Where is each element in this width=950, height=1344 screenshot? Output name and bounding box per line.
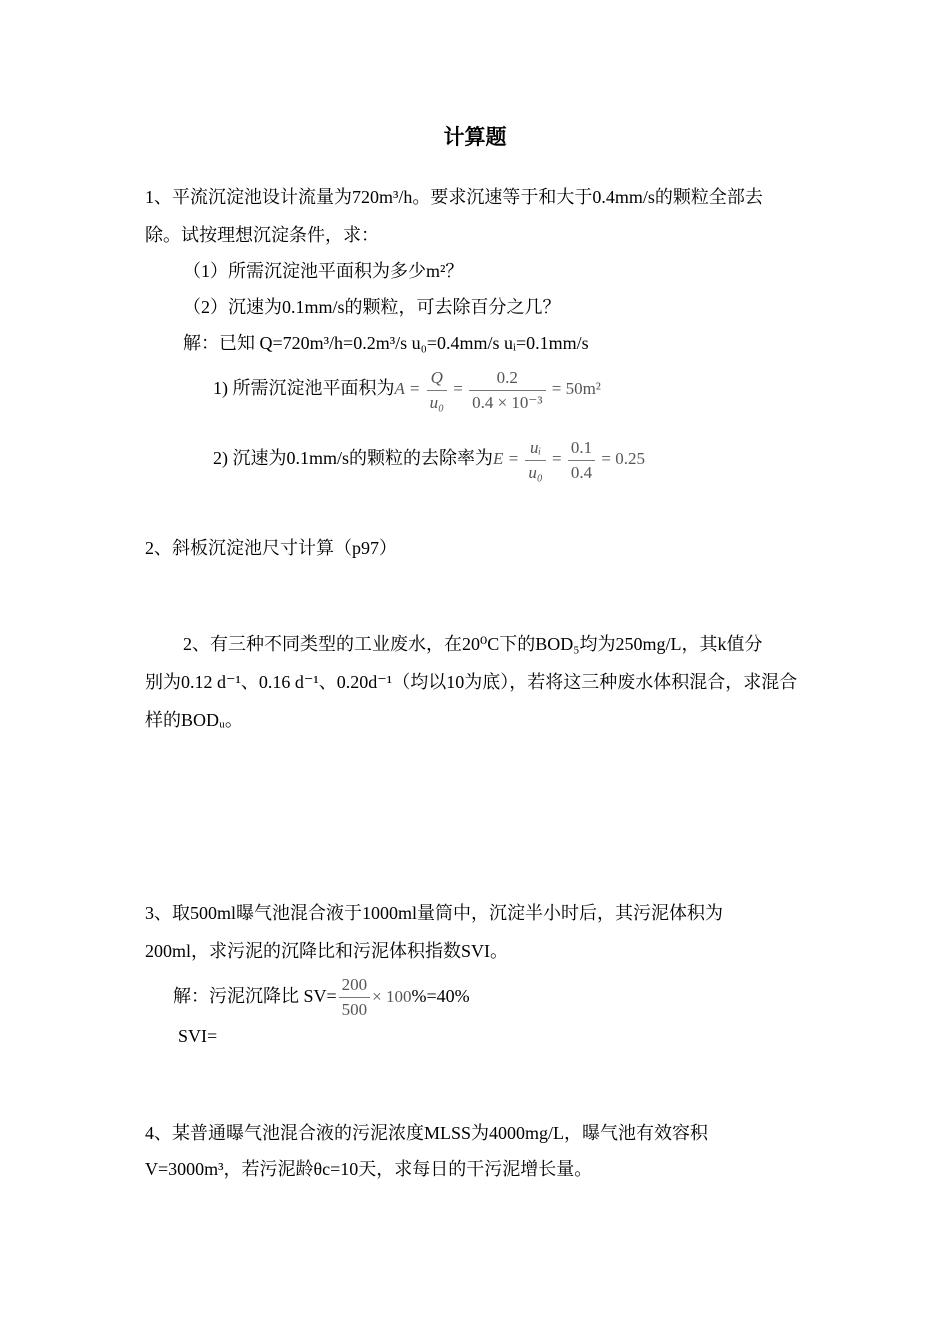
q1-eq1-result: = 50m² [551, 379, 601, 399]
q1-step1-label: 1) 所需沉淀池平面积为 [213, 378, 395, 398]
q1-eq2-den1: u₀ [528, 462, 543, 482]
q2b-line1: 2、有三种不同类型的工业废水，在20⁰C下的BOD₅均为250mg/L，其k值分 [183, 634, 763, 654]
q3-line1: 3、取500ml曝气池混合液于1000ml量筒中，沉淀半小时后，其污泥体积为 [145, 903, 724, 923]
q1-eq2-lhs: E = [493, 449, 520, 469]
q1-eq2-num2: 0.1 [568, 436, 595, 461]
q3-sol-prefix: 解：污泥沉降比 SV= [173, 986, 337, 1006]
q1-solution-given: Q=720m³/h=0.2m³/s u₀=0.4mm/s uᵢ=0.1mm/s [259, 333, 589, 353]
q1-eq1-den2: 0.4 × 10⁻³ [472, 392, 543, 412]
q1-eq1-den1: u₀ [429, 392, 444, 412]
q1-line1: 1、平流沉淀池设计流量为720m³/h。要求沉速等于和大于0.4mm/s的颗粒全部去 [145, 187, 763, 207]
q2a-line1: 2、斜板沉淀池尺寸计算（p97） [145, 538, 397, 558]
q1-eq2-den2: 0.4 [570, 462, 593, 482]
q1-eq1-num2: 0.2 [469, 366, 545, 391]
q3-svi: SVI= [178, 1026, 218, 1046]
q4-line2: V=3000m³，若污泥龄θc=10天，求每日的干污泥增长量。 [145, 1159, 593, 1179]
q1-eq1 [395, 365, 601, 415]
q1-solution [183, 332, 589, 354]
q1-line2: 除。试按理想沉淀条件，求： [145, 225, 379, 245]
q1-eq1-frac1 [427, 366, 447, 415]
q1-eq2-frac1 [525, 436, 545, 485]
q1-solution-prefix: 解：已知 [183, 333, 255, 353]
q3-times: × 100 [372, 987, 412, 1006]
q1-eq1-num1: Q [427, 366, 447, 391]
q1-eq2-num1: uᵢ [525, 436, 545, 461]
q1-eq1-eq: = [453, 379, 463, 399]
q1-step1 [213, 364, 601, 415]
q1-sub1: （1）所需沉淀池平面积为多少m²？ [183, 261, 464, 281]
q3-den: 500 [341, 1000, 368, 1020]
q2b-line2: 别为0.12 d⁻¹、0.16 d⁻¹、0.20d⁻¹（均以10为底），若将这三种废水体积混合，求混合 [145, 672, 798, 692]
q1-sub2: （2）沉速为0.1mm/s的颗粒，可去除百分之几？ [183, 297, 561, 317]
q1-step2-label: 2) 沉速为0.1mm/s的颗粒的去除率为 [213, 448, 494, 468]
q1-step2 [213, 434, 645, 485]
q3-frac [339, 973, 371, 1022]
q1-eq1-frac2 [469, 366, 545, 415]
q1-eq2 [493, 435, 645, 485]
q1-eq2-frac2 [568, 436, 595, 485]
q3-line2: 200ml，求污泥的沉降比和污泥体积指数SVI。 [145, 941, 509, 961]
page-title: 计算题 [443, 125, 507, 149]
q3-num: 200 [339, 973, 371, 998]
q1-eq1-lhs: A = [394, 379, 421, 399]
q2b-line3: 样的BODᵤ。 [145, 710, 243, 730]
q4-line1: 4、某普通曝气池混合液的污泥浓度MLSS为4000mg/L，曝气池有效容积 [145, 1123, 709, 1143]
q3-solution [173, 972, 470, 1022]
q1-eq2-result: = 0.25 [601, 449, 645, 469]
q3-sol-suffix: %=40% [411, 986, 470, 1006]
q1-eq2-eq: = [552, 449, 562, 469]
